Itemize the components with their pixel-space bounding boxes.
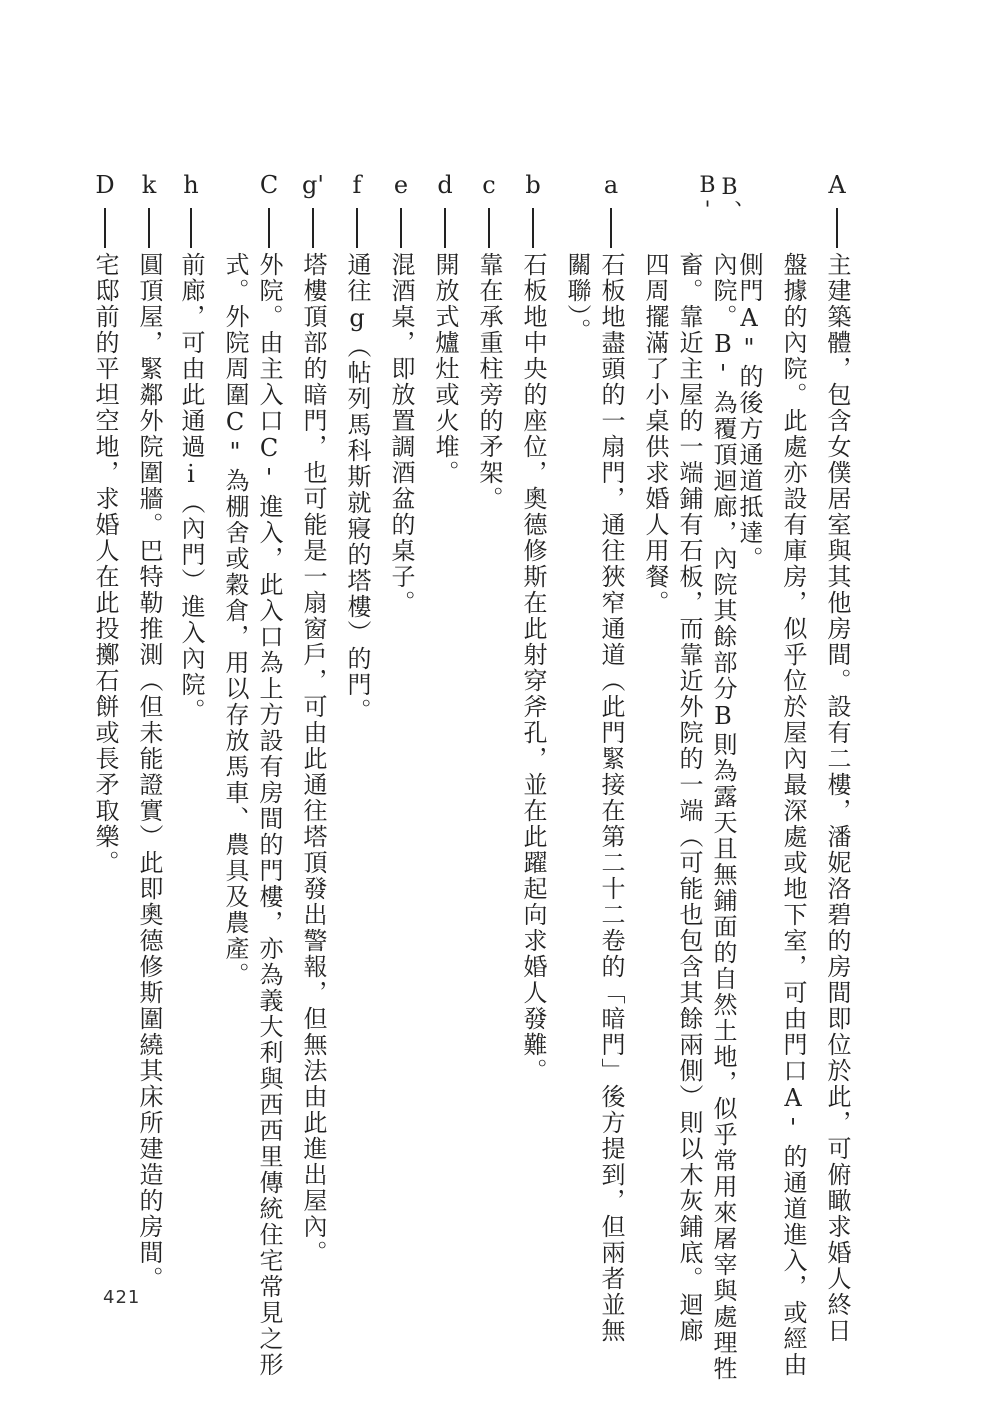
page-number: 421 <box>103 1287 141 1308</box>
entry-text-line: 塔樓頂部的暗門，也可能是一扇窗戶，可由此通往塔頂發出警報，但無法由此進出屋內。 <box>299 252 327 1266</box>
entry-key: b <box>525 171 541 199</box>
entry-text-line: 主建築體，包含女僕居室與其他房間。設有二樓，潘妮洛碧的房間即位於此，可俯瞰求婚人終日 <box>823 252 851 1344</box>
entry-text-line: 前廊，可由此通過i（內門）進入內院。 <box>177 252 205 724</box>
em-dash <box>356 208 358 248</box>
em-dash <box>148 208 150 248</box>
entry-key: c <box>482 171 496 199</box>
entry-key: e <box>393 171 409 199</box>
entry-text-line: 外院。由主入口C'進入，此入口為上方設有房間的門樓，亦為義大利與西西里傳統住宅常見之形 <box>255 252 283 1378</box>
em-dash <box>488 208 490 248</box>
entry-text-line: 圓頂屋，緊鄰外院圍牆。巴特勒推測（但未能證實）此即奧德修斯圍繞其床所建造的房間。 <box>135 252 163 1292</box>
entry-text-line: 畜。靠近主屋的一端鋪有石板，而靠近外院的一端（可能也包含其餘兩側）則以木灰鋪底。迴廊 <box>675 252 703 1344</box>
em-dash <box>104 208 106 248</box>
entry-text-line: 宅邸前的平坦空地，求婚人在此投擲石餅或長矛取樂。 <box>91 252 119 876</box>
em-dash <box>444 208 446 248</box>
entry-text-line: 靠在承重柱旁的矛架。 <box>475 252 503 512</box>
entry-key: d <box>437 171 453 199</box>
entry-key: B、B' <box>695 173 742 223</box>
entry-key: h <box>183 171 199 199</box>
entry-key: a <box>603 171 619 199</box>
entry-text-line: 四周擺滿了小桌供求婚人用餐。 <box>641 252 669 616</box>
entry-key: C <box>259 171 279 199</box>
em-dash <box>190 208 192 248</box>
entry-text-line: 石板地盡頭的一扇門，通往狹窄通道（此門緊接在第二十二卷的「暗門」後方提到，但兩者並無 <box>597 252 625 1344</box>
entry-key: f <box>352 171 362 199</box>
em-dash <box>268 208 270 248</box>
entry-key: k <box>141 171 157 199</box>
entry-key: A <box>828 171 846 199</box>
em-dash <box>312 208 314 248</box>
entry-text-line: 關聯）。 <box>563 252 591 344</box>
em-dash <box>400 208 402 248</box>
em-dash <box>532 208 534 248</box>
entry-text-line: 內院。B'為覆頂迴廊，內院其餘部分B則為露天且無鋪面的自然土地，似乎常用來屠宰與處理牲 <box>709 252 737 1382</box>
entry-key: g' <box>302 171 324 199</box>
entry-text-line: 通往g（帖列馬科斯就寢的塔樓）的門。 <box>343 252 371 724</box>
entry-text-line: 開放式爐灶或火堆。 <box>431 252 459 486</box>
entry-text-line: 盤據的內院。此處亦設有庫房，似乎位於屋內最深處或地下室，可由門口A'的通道進入，或經由 <box>779 252 807 1378</box>
entry-text-line: 石板地中央的座位，奧德修斯在此射穿斧孔，並在此躍起向求婚人發難。 <box>519 252 547 1084</box>
em-dash <box>610 208 612 248</box>
em-dash <box>836 208 838 248</box>
entry-text-line: 側門A"的後方通道抵達。 <box>735 252 763 572</box>
entry-text-line: 混酒桌，即放置調酒盆的桌子。 <box>387 252 415 616</box>
entry-key: D <box>95 171 115 199</box>
entry-text-line: 式。外院周圍C"為棚舍或穀倉，用以存放馬車、農具及農產。 <box>221 252 249 988</box>
